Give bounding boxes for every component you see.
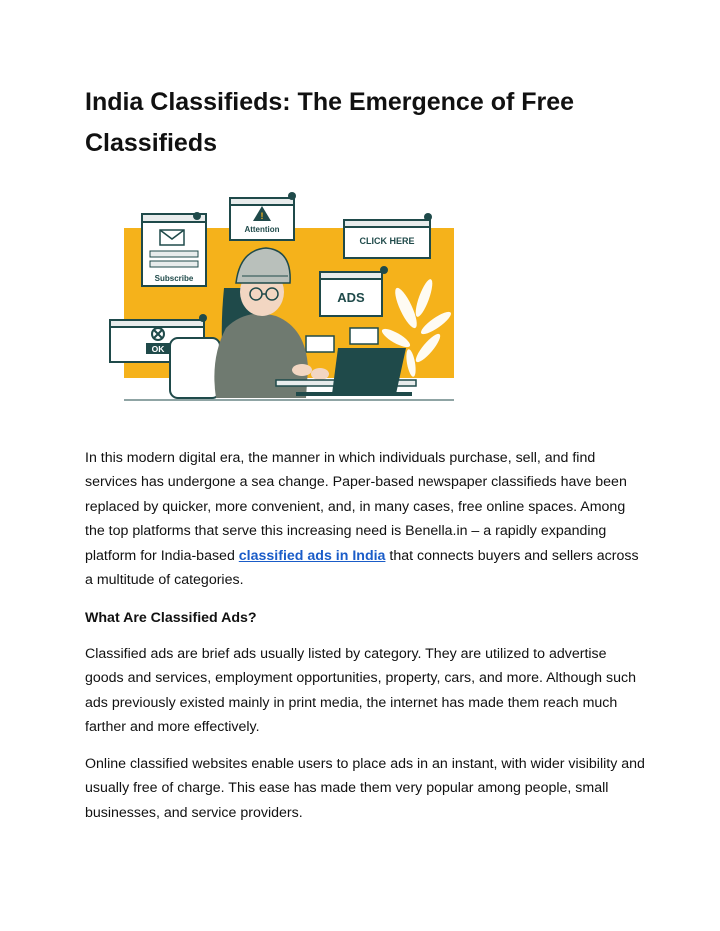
intro-text-end: that connects buyers and sellers across a multitude of categories. xyxy=(85,547,639,589)
ads-label: ADS xyxy=(337,290,365,305)
intro-text-start: In this modern digital era, the manner in which individuals purchase, sell, and find services has undergone a sea change. Paper-based newspaper classifieds have been replaced by quicker, more convenient, and, in many cases, free online spaces. Among the top platforms that serve this increasing need is Benella.in – a rapidly expanding platform for India-based xyxy=(85,450,627,564)
attention-popup xyxy=(230,192,296,240)
paragraph-classified-definition: Classified ads are brief ads usually listed by category. They are utilized to advertise goods and services, employment opportunities, property, cars, and more. Although such ads previously existed mainly in print media, the internet has made them reach much farther and more effectively. xyxy=(85,646,636,736)
svg-text:!: ! xyxy=(260,211,264,221)
small-card xyxy=(350,328,378,344)
attention-label: Attention xyxy=(244,225,280,234)
click-here-popup xyxy=(344,213,432,258)
chair xyxy=(170,338,220,398)
subscribe-popup xyxy=(142,212,206,286)
section-heading: What Are Classified Ads? xyxy=(85,610,257,626)
classified-ads-india-link[interactable]: classified ads in India xyxy=(238,547,386,564)
page-title: India Classifieds: The Emergence of Free Classifieds xyxy=(85,88,575,157)
small-card xyxy=(306,336,334,352)
click-here-label: CLICK HERE xyxy=(359,236,415,246)
ok-label: OK xyxy=(151,344,165,354)
subscribe-label: Subscribe xyxy=(154,274,194,283)
paragraph-online-classifieds: Online classified websites enable users to place ads in an instant, with wider visibility and usually free of charge. This ease has made them very popular among people, small businesses, and service providers. xyxy=(85,756,645,821)
intro-paragraph xyxy=(85,446,645,592)
ads-popup xyxy=(320,266,388,316)
hero-illustration xyxy=(106,188,456,403)
